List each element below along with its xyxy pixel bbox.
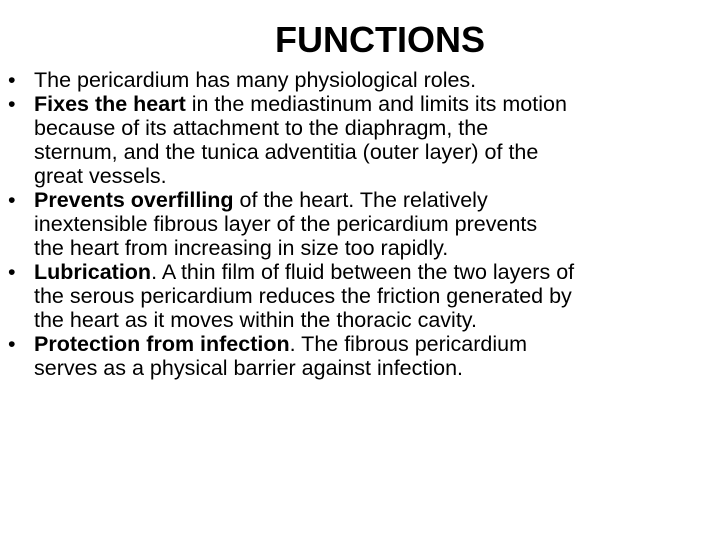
bullet-dot: • [8, 92, 16, 116]
bullet-line [34, 164, 708, 188]
bullet-item [8, 188, 708, 260]
bullet-dot: • [8, 188, 16, 212]
bullet-text: inextensible fibrous layer of the pericardium prevents [34, 212, 538, 236]
bullet-text: of the heart. The relatively [233, 188, 488, 212]
bullet-text: the serous pericardium reduces the friction generated by [34, 284, 572, 308]
bullet-item [8, 260, 708, 332]
bullet-text: the heart as it moves within the thoracic cavity. [34, 308, 477, 332]
slide-title: FUNCTIONS [275, 19, 485, 60]
bullet-text: . The fibrous pericardium [289, 332, 528, 356]
bullet-bold-term: Prevents overfilling [34, 188, 234, 212]
bullet-item [8, 332, 708, 380]
bullet-bold-term: Lubrication [34, 260, 152, 284]
bullet-text: because of its attachment to the diaphragm, the [34, 116, 489, 140]
bullet-text: in the mediastinum and limits its motion [185, 92, 567, 116]
bullet-text: . A thin film of fluid between the two layers of [151, 260, 575, 284]
bullet-line [34, 260, 708, 284]
bullet-item [8, 92, 708, 188]
bullet-line [34, 332, 708, 356]
bullet-line [34, 116, 708, 140]
bullet-bold-term: Protection from infection [34, 332, 290, 356]
bullet-bold-term: Fixes the heart [34, 92, 186, 116]
bullet-text: great vessels. [34, 164, 167, 188]
bullet-text: the heart from increasing in size too rapidly. [34, 236, 449, 260]
bullet-list [8, 68, 708, 380]
bullet-dot: • [8, 332, 16, 356]
bullet-item [8, 68, 708, 92]
bullet-line [34, 212, 708, 236]
bullet-dot: • [8, 68, 16, 92]
bullet-text: The pericardium has many physiological roles. [34, 68, 477, 92]
bullet-line [34, 356, 708, 380]
bullet-line [34, 140, 708, 164]
bullet-line [34, 236, 708, 260]
bullet-line [34, 284, 708, 308]
bullet-line [34, 68, 708, 92]
bullet-line [34, 92, 708, 116]
bullet-line [34, 308, 708, 332]
bullet-text: serves as a physical barrier against infection. [34, 356, 464, 380]
bullet-text: sternum, and the tunica adventitia (outer layer) of the [34, 140, 539, 164]
bullet-line [34, 188, 708, 212]
bullet-dot: • [8, 260, 16, 284]
